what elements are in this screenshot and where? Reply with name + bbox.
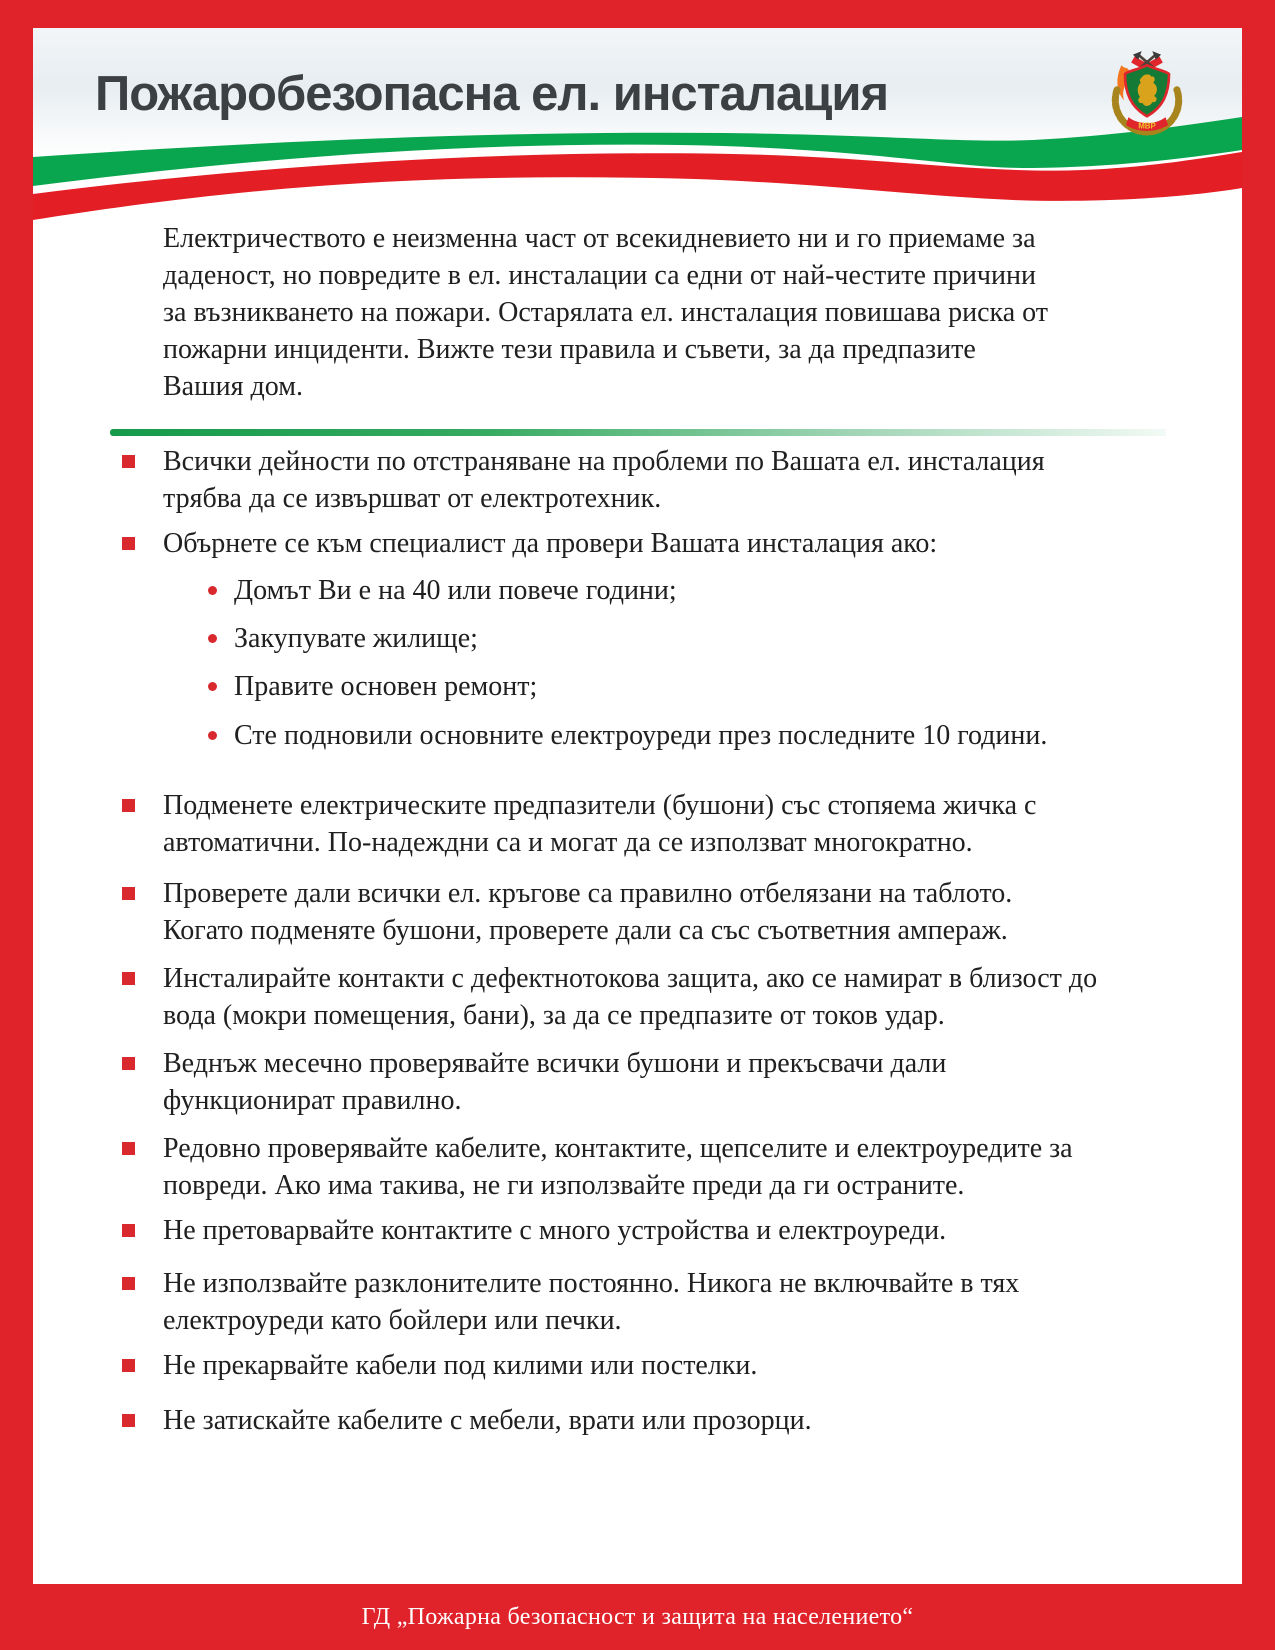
list-item	[33, 875, 1242, 949]
emblem-text: МВР	[1138, 121, 1156, 131]
bullet-square-icon	[122, 1224, 135, 1237]
bullet-square-icon	[122, 1359, 135, 1372]
bullet-square-icon	[122, 1414, 135, 1427]
bullet-dot-icon	[208, 586, 217, 595]
list-item	[33, 1130, 1242, 1204]
sub-list-item-text: Правите основен ремонт;	[234, 671, 538, 702]
bullet-square-icon	[122, 1277, 135, 1290]
page-border-left	[0, 0, 33, 1650]
list-item-text: Подменете електрическите предпазители (бушони) със стопяема жичка с автоматични. По-надеждни са и могат да се използват многократно.	[163, 790, 1037, 858]
list-item	[33, 787, 1242, 861]
list-item	[33, 1402, 1242, 1439]
bullet-dot-icon	[208, 731, 217, 740]
sub-list-item-text: Сте подновили основните електроуреди през последните 10 години.	[234, 720, 1048, 751]
list-item-text: Не затискайте кабелите с мебели, врати или прозорци.	[163, 1405, 812, 1436]
sub-list-item	[33, 717, 1242, 754]
footer-band	[0, 1584, 1275, 1650]
list-item-text: Редовно проверявайте кабелите, контактите, щепселите и електроуредите за повреди. Ако има такива, не ги използвайте преди да ги остраните.	[163, 1133, 1073, 1201]
bullet-square-icon	[122, 1142, 135, 1155]
poster-body	[33, 28, 1242, 1584]
list-item	[33, 525, 1242, 562]
list-item	[33, 1347, 1242, 1384]
list-item-text: Проверете дали всички ел. кръгове са правилно отбелязани на таблото. Когато подменяте бушони, проверете дали са със съответния ампераж.	[163, 878, 1013, 946]
list-item-text: Не прекарвайте кабели под килими или постелки.	[163, 1350, 758, 1381]
sub-list-item-text: Домът Ви е на 40 или повече години;	[234, 575, 677, 606]
bullet-square-icon	[122, 1057, 135, 1070]
bullet-dot-icon	[208, 682, 217, 691]
sub-list-item	[33, 572, 1242, 609]
list-item-text: Не използвайте разклонителите постоянно. Никога не включвайте в тях електроуреди като бойлери или печки.	[163, 1268, 1020, 1336]
bullet-square-icon	[122, 799, 135, 812]
list-item	[33, 1212, 1242, 1249]
page-border-right	[1242, 0, 1275, 1650]
sub-list-item	[33, 620, 1242, 657]
header-ribbon-waves	[33, 28, 1242, 248]
list-item-text: Веднъж месечно проверявайте всички бушони и прекъсвачи дали функционират правилно.	[163, 1048, 947, 1116]
intro-paragraph: Електричеството е неизменна част от всекидневието ни и го приемаме за даденост, но повредите в ел. инсталации са едни от най-честите причини за възникването на пожари. Остарялата ел. инсталация повишава риска от пожарни инциденти. Вижте тези правила и съвети, за да предпазите Вашия дом.	[163, 223, 1048, 402]
list-item-text: Не претоварвайте контактите с много устройства и електроуреди.	[163, 1215, 947, 1246]
bullet-square-icon	[122, 972, 135, 985]
bullet-square-icon	[122, 537, 135, 550]
list-item	[33, 1265, 1242, 1339]
sub-list-item-text: Закупувате жилище;	[234, 623, 478, 654]
green-divider	[110, 429, 1166, 436]
footer-text: ГД „Пожарна безопасност и защита на населението“	[361, 1603, 914, 1630]
page-title: Пожаробезопасна ел. инсталация	[95, 67, 889, 121]
bullet-dot-icon	[208, 634, 217, 643]
bullet-square-icon	[122, 455, 135, 468]
fire-service-emblem-icon	[1103, 46, 1191, 146]
page-border-top	[0, 0, 1275, 28]
sub-list-item	[33, 668, 1242, 705]
safety-rules-list	[33, 443, 1242, 1439]
list-item	[33, 960, 1242, 1034]
list-item-text: Обърнете се към специалист да провери Вашата инсталация ако:	[163, 528, 938, 559]
lion-icon	[1138, 74, 1157, 106]
list-item	[33, 1045, 1242, 1119]
sub-list	[33, 572, 1242, 754]
bullet-square-icon	[122, 887, 135, 900]
list-item-text: Инсталирайте контакти с дефектнотокова защита, ако се намират в близост до вода (мокри помещения, бани), за да се предпазите от токов удар.	[163, 963, 1098, 1031]
list-item	[33, 443, 1242, 517]
list-item-text: Всички дейности по отстраняване на проблеми по Вашата ел. инсталация трябва да се извършват от електротехник.	[163, 446, 1045, 514]
